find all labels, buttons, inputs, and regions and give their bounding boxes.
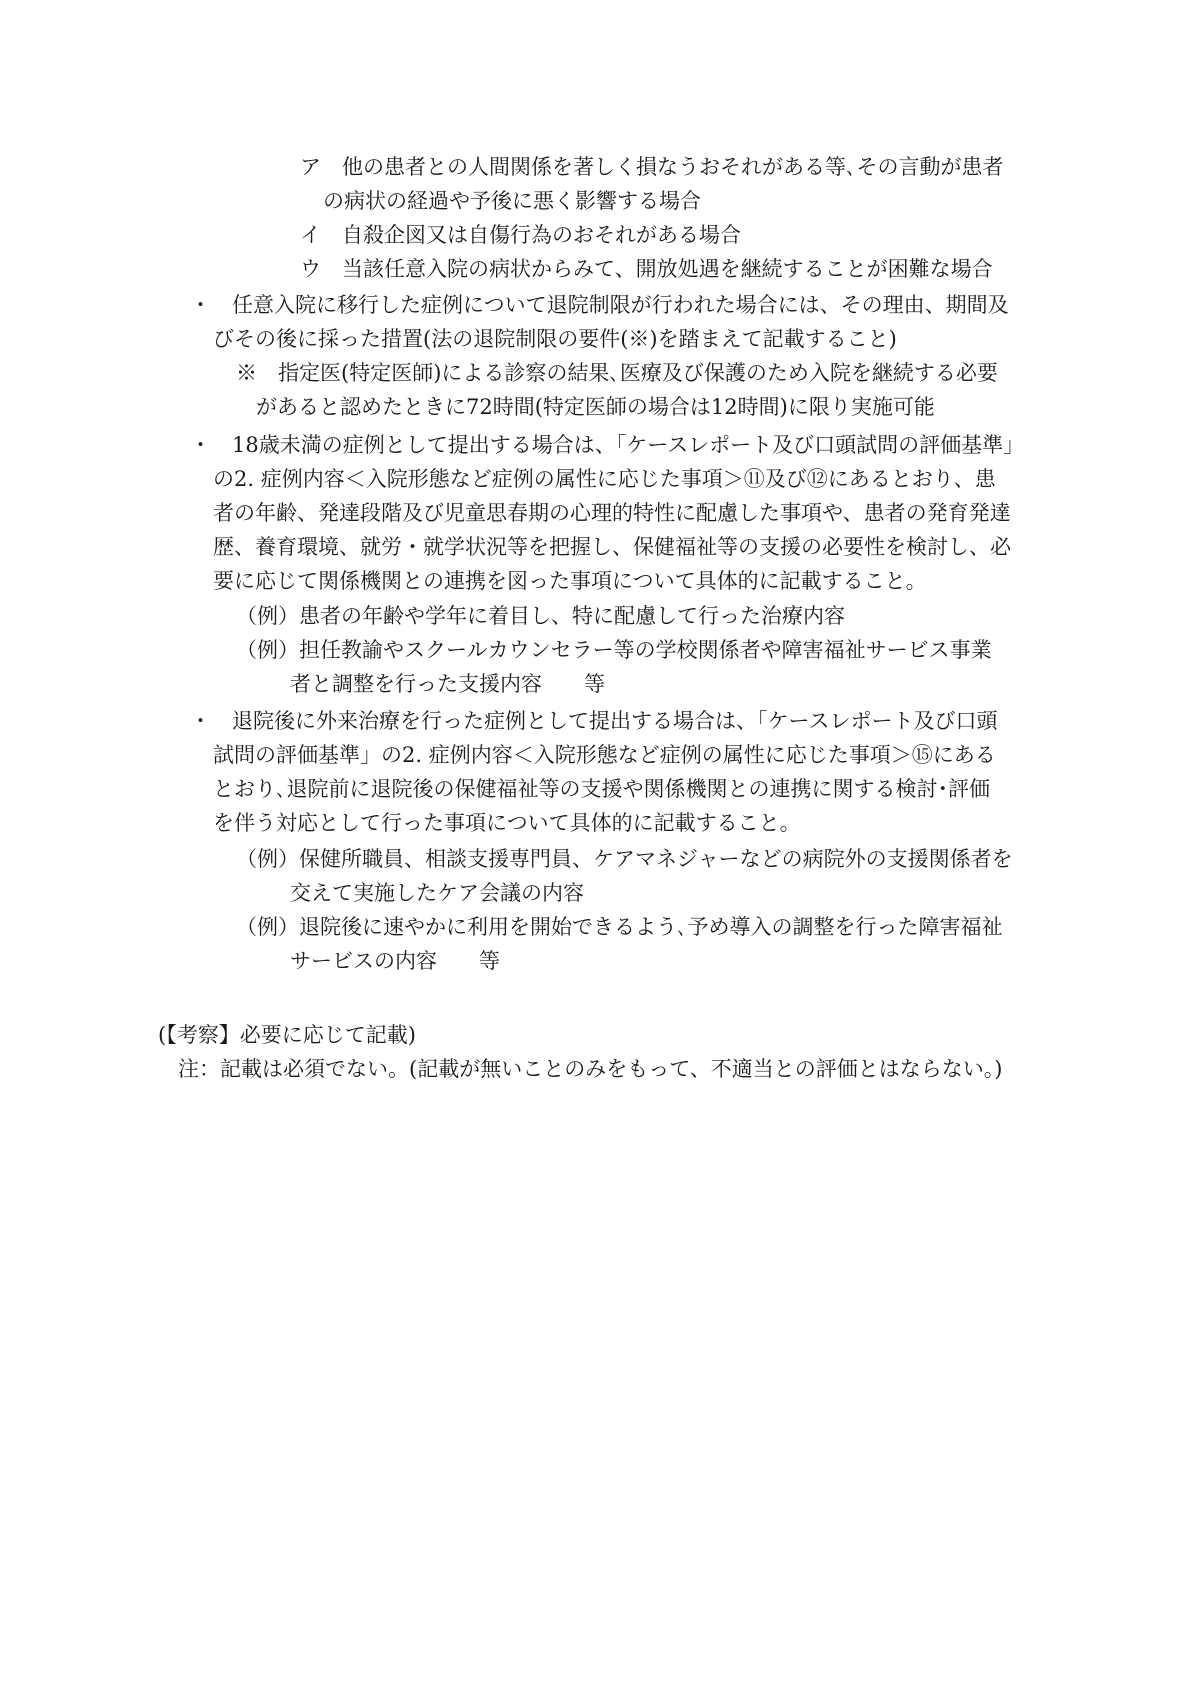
- bullet1-line1: ・ 任意入院に移行した症例について退院制限が行われた場合には、その理由、期間及: [190, 293, 1009, 317]
- bullet3-line1: ・ 退院後に外来治療を行った症例として提出する場合は、「ケースレポート及び口頭: [190, 709, 998, 733]
- bullet3-line3: とおり､退院前に退院後の保健福祉等の支援や関係機関との連携に関する検討･評価: [213, 777, 990, 801]
- bullet1-line2: びその後に採った措置(法の退院制限の要件(※)を踏まえて記載すること): [213, 327, 897, 351]
- bullet2-line5: 要に応じて関係機関との連携を図った事項について具体的に記載すること。: [213, 569, 927, 593]
- bullet2-line1: ・ 18歳未満の症例として提出する場合は、「ケースレポート及び口頭試問の評価基準」: [190, 433, 1025, 457]
- bullet2-line2: の2. 症例内容＜入院形態など症例の属性に応じた事項＞⑪及び⑫にあるとおり、患: [213, 467, 996, 491]
- bullet3-example2-line2: サービスの内容 等: [290, 949, 500, 973]
- consideration-note: 注：記載は必須でない。(記載が無いことのみをもって、不適当との評価とはならない。): [178, 1057, 1003, 1081]
- bullet3-example1-line2: 交えて実施したケア会議の内容: [290, 881, 584, 905]
- bullet1-note-line1: ※ 指定医(特定医師)による診察の結果､医療及び保護のため入院を継続する必要: [236, 361, 998, 385]
- criterion-a: ア 他の患者との人間関係を著しく損なうおそれがある等､その言動が患者: [300, 155, 1004, 179]
- bullet2-example1: （例）患者の年齢や学年に着目し、特に配慮して行った治療内容: [236, 604, 845, 628]
- bullet2-line3: 者の年齢、発達段階及び児童思春期の心理的特性に配慮した事項や、患者の発育発達: [213, 501, 1011, 525]
- bullet2-example2-line1: （例）担任教諭やスクールカウンセラー等の学校関係者や障害福祉サービス事業: [236, 638, 992, 662]
- criterion-a-continued: の病状の経過や予後に悪く影響する場合: [323, 189, 701, 213]
- bullet1-note-line2: があると認めたときに72時間(特定医師の場合は12時間)に限り実施可能: [256, 395, 935, 419]
- bullet3-example1-line1: （例）保健所職員、相談支援専門員、ケアマネジャーなどの病院外の支援関係者を: [236, 847, 1013, 871]
- bullet3-line2: 試問の評価基準」の2. 症例内容＜入院形態など症例の属性に応じた事項＞⑮にある: [213, 743, 996, 767]
- bullet2-example2-line2: 者と調整を行った支援内容 等: [290, 672, 605, 696]
- bullet2-line4: 歴、養育環境、就労・就学状況等を把握し、保健福祉等の支援の必要性を検討し、必: [213, 535, 1011, 559]
- bullet3-line4: を伴う対応として行った事項について具体的に記載すること。: [213, 811, 801, 835]
- criterion-u: ウ 当該任意入院の病状からみて、開放処遇を継続することが困難な場合: [300, 257, 993, 281]
- criterion-i: イ 自殺企図又は自傷行為のおそれがある場合: [300, 223, 741, 247]
- consideration-heading: (【考察】必要に応じて記載): [158, 1023, 416, 1047]
- bullet3-example2-line1: （例）退院後に速やかに利用を開始できるよう､予め導入の調整を行った障害福祉: [236, 915, 1003, 939]
